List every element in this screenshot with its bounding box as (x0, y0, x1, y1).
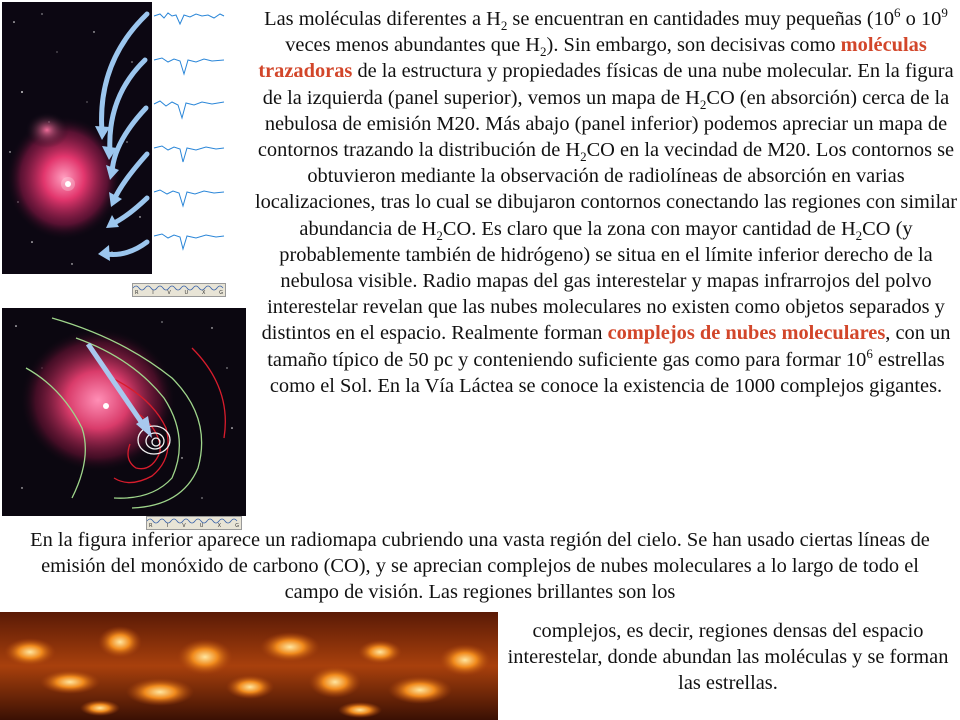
bottom-paragraph: complejos, es decir, regiones densas del espacio interestelar, donde abundan las moléculas y se forman las estrellas. (507, 620, 949, 695)
middle-paragraph: En la figura inferior aparece un radiomapa cubriendo una vasta región del cielo. Se han usado ciertas líneas de emisión del monóxido de carbono (CO), y se aprecian complejos de nubes moleculares a lo largo de todo el campo de visión. Las regiones brillantes son los (30, 529, 930, 604)
spectrum-band-strip (132, 283, 226, 297)
band-letter: G (235, 523, 239, 529)
band-letter: V (182, 523, 186, 529)
top-paragraph: Las moléculas diferentes a $H_2$ se encuentran en cantidades muy pequeñas ($10^6$ o $10^9$ veces menos abundantes que $H_2$). Sin embargo, son decisivas como moléculas trazadoras de la estructura y propiedades físicas de una nube molecular. En la figura de la izquierda (panel superior), vemos un mapa de $H_2CO$ (en absorción) cerca de la nebulosa de emisión M20. Más abajo (panel inferior) podemos apreciar un mapa de contornos trazando la distribución de $H_2CO$ en la vecindad de M20. Los contornos se obtuvieron mediante la observación de radiolíneas de absorción en varias localizaciones, tras lo cual se dibujaron contornos conectando las regiones con similar abundancia de $H_2CO$. Es claro que la zona con mayor cantidad de $H_2CO$ (y probablemente también de hidrógeno) se situa en el límite inferior derecho de la nebulosa visible. Radio mapas del gas interestelar y mapas infrarrojos del polvo interestelar revelan que las nubes moleculares no existen como objetos separados y distintos en el espacio. Realmente forman complejos de nubes moleculares, con un tamaño típico de 50 pc y conteniendo suficiente gas como para formar $10^6$ estrellas como el Sol. En la Vía Láctea se conoce la existencia de 1000 complejos gigantes. (254, 5, 958, 397)
band-letter: I (152, 290, 154, 296)
band-letter: X (217, 523, 221, 529)
band-letter: V (167, 290, 171, 296)
band-letter: U (184, 290, 189, 296)
band-letter: I (166, 523, 169, 529)
highlight-cloud-complexes: complejos de nubes moleculares (607, 322, 886, 345)
band-letter: G (219, 290, 223, 296)
m20-absorption-spectra-image (2, 2, 226, 274)
band-letter: R (135, 290, 139, 296)
spectra-panel (152, 2, 226, 274)
m20-contour-map-image (2, 308, 246, 516)
band-letter: U (199, 523, 204, 529)
co-radio-map-image (0, 612, 498, 720)
band-letter: R (149, 523, 153, 529)
band-letter: X (201, 290, 206, 296)
highlight-tracer-molecules: moléculas trazadoras (258, 34, 927, 83)
